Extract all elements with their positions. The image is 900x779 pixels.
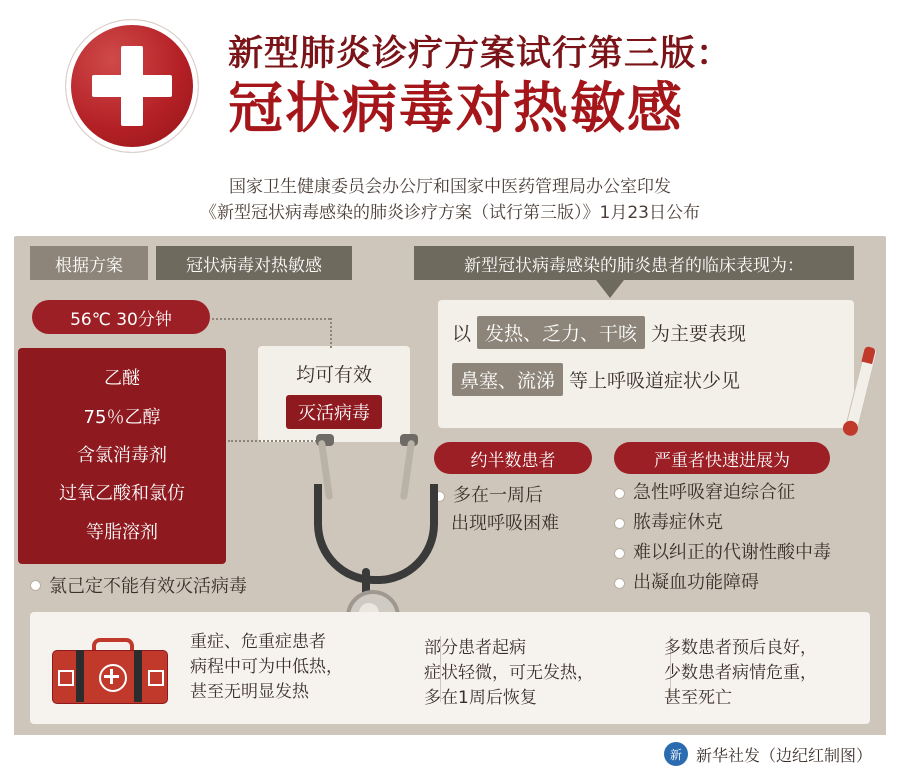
list-item — [614, 540, 864, 566]
agent-item: 乙醚 — [104, 368, 140, 390]
tab-clinical: 新型冠状病毒感染的肺炎患者的临床表现为： — [414, 246, 854, 280]
symptom-row-main — [452, 316, 840, 349]
agent-item: 含氯消毒剂 — [77, 444, 167, 466]
stethoscope-icon — [300, 440, 460, 630]
subtitle-line2: 《新型冠状病毒感染的肺炎诊疗方案（试行第三版）》1月23日公布 — [200, 203, 700, 223]
bottom-col3-line1: 多数患者预后良好， — [664, 638, 817, 658]
bullet-dot-icon — [30, 580, 41, 591]
bullet-dot-icon — [614, 488, 625, 499]
list-item-label: 急性呼吸窘迫综合征 — [633, 482, 795, 503]
agents-box — [18, 348, 226, 564]
bottom-col2-line2: 症状轻微，可无发热， — [424, 663, 594, 683]
symptoms-card — [438, 300, 854, 428]
agent-item: 75％乙醇 — [83, 406, 161, 428]
bottom-col-3 — [664, 636, 869, 711]
bottom-col3-line2: 少数患者病情危重， — [664, 663, 817, 683]
symptom-secondary-highlight: 鼻塞、流涕 — [452, 363, 563, 396]
symptom-row-secondary — [452, 363, 840, 396]
half-patients-list — [434, 484, 614, 540]
page-title-line1: 新型肺炎诊疗方案试行第三版： — [228, 34, 733, 74]
symptom-main-highlight: 发热、乏力、干咳 — [477, 316, 645, 349]
list-item — [614, 480, 864, 506]
chlorhexidine-note-text: 氯己定不能有效灭活病毒 — [49, 576, 247, 597]
symptom-suffix: 为主要表现 — [651, 323, 747, 345]
list-item — [614, 570, 864, 596]
red-cross-icon — [66, 20, 198, 152]
bottom-col1-line1: 重症、危重症患者 — [190, 632, 326, 652]
inactivation-box — [258, 346, 410, 442]
bullet-dot-icon — [614, 518, 625, 529]
subtitle-line1: 国家卫生健康委员会办公厅和国家中医药管理局办公室印发 — [229, 177, 671, 197]
list-item — [434, 484, 614, 508]
half-patients-pill: 约半数患者 — [434, 442, 592, 474]
connector-temp — [212, 318, 330, 320]
tab-basis: 根据方案 — [30, 246, 148, 280]
bullet-dot-icon — [614, 578, 625, 589]
symptom-secondary-suffix: 等上呼吸道症状少见 — [569, 370, 741, 392]
inactivation-line1: 均可有效 — [295, 363, 372, 386]
agent-item: 过氧乙酸和氯仿 — [59, 483, 185, 505]
bottom-col-1 — [190, 630, 405, 705]
list-item-label: 难以纠正的代谢性酸中毒 — [633, 542, 831, 563]
bottom-col3-line3: 甚至死亡 — [664, 688, 732, 708]
xinhua-logo-icon: 新 — [664, 742, 688, 766]
list-item-label: 多在一周后 — [453, 485, 543, 506]
list-item-label: 出凝血功能障碍 — [633, 572, 759, 593]
bottom-col2-line3: 多在1周后恢复 — [424, 688, 537, 708]
bottom-col2-line1: 部分患者起病 — [424, 638, 526, 658]
severe-pill: 严重者快速进展为 — [614, 442, 830, 474]
list-item-label: 脓毒症休克 — [633, 512, 723, 533]
first-aid-kit-icon — [52, 636, 166, 702]
temperature-pill: 56℃ 30分钟 — [32, 300, 210, 334]
severe-list — [614, 480, 864, 600]
inactivation-line2: 灭活病毒 — [286, 395, 382, 429]
symptom-prefix: 以 — [452, 323, 472, 345]
credit-text: 新华社发（边纪红制图） — [695, 745, 872, 765]
list-item — [434, 512, 614, 536]
tab-heat-sensitive: 冠状病毒对热敏感 — [156, 246, 352, 280]
bottom-col1-line2: 病程中可为中低热， — [190, 657, 343, 677]
bullet-dot-icon — [614, 548, 625, 559]
connector-temp-down — [330, 318, 332, 348]
header — [0, 0, 900, 232]
agent-item: 等脂溶剂 — [86, 521, 158, 543]
bottom-col1-line3: 甚至无明显发热 — [190, 682, 309, 702]
bottom-col-2 — [424, 636, 634, 711]
list-item — [614, 510, 864, 536]
tab-clinical-pointer — [596, 280, 624, 298]
page-title-line2: 冠状病毒对热敏感 — [228, 76, 685, 140]
credit — [664, 742, 872, 766]
list-item-label: 出现呼吸困难 — [451, 513, 559, 534]
